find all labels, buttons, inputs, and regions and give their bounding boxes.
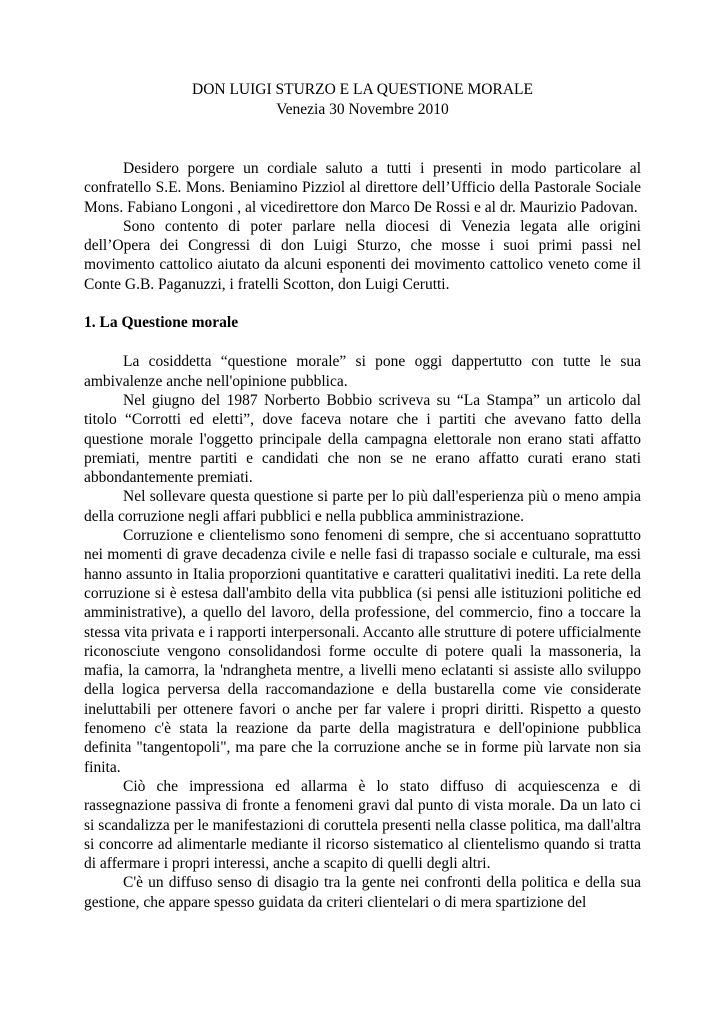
- section-paragraph-2: Nel giugno del 1987 Norberto Bobbio scriveva su “La Stampa” un articolo dal titolo “Corrotti ed eletti”, dove faceva notare che i partiti che avevano fatto della questione morale l'oggetto principale della campagna elettorale non erano stati affatto premiati, mentre partiti e candidati che non se ne erano affatto curati erano stati abbondantemente premiati.: [84, 391, 641, 487]
- section-paragraph-5: Ciò che impressiona ed allarma è lo stato diffuso di acquiescenza e di rassegnazione passiva di fronte a fenomeni gravi dal punto di vista morale. Da un lato ci si scandalizza per le manifestazioni di coruttela presenti nella classe politica, ma dall'altra si concorre ad alimentarle mediante il ricorso sistematico al clientelismo quando si tratta di affermare i propri interessi, anche a scapito di quelli degli altri.: [84, 777, 641, 873]
- section-paragraph-6: C'è un diffuso senso di disagio tra la gente nei confronti della politica e della sua gestione, che appare spesso guidata da criteri clientelari o di mera spartizione del: [84, 874, 641, 911]
- section-paragraph-4: Corruzione e clientelismo sono fenomeni di sempre, che si accentuano soprattutto nei momenti di grave decadenza civile e nelle fasi di trapasso sociale e culturale, ma essi hanno assunto in Italia proporzioni quantitative e caratteri qualitativi inediti. La rete della corruzione si è estesa dall'ambito della vita pubblica (si pensi alle istituzioni politiche ed amministrative), a quello del lavoro, della professione, del commercio, fino a toccare la stessa vita privata e i rapporti interpersonali. Accanto alle strutture di potere ufficialmente riconosciute vengono consolidandosi forme occulte di potere quali la massoneria, la mafia, la camorra, la 'ndrangheta mentre, a livelli meno eclatanti si assiste allo sviluppo della logica perversa della raccomandazione e della bustarella come vie considerate ineluttabili per ottenere favori o anche per far valere i propri diritti. Rispetto a questo fenomeno c'è stata la reazione da parte della magistratura e dell'opinione pubblica definita "tangentopoli", ma pare che la corruzione anche se in forme più larvate non sia finita.: [84, 527, 641, 776]
- section-heading: 1. La Questione morale: [84, 314, 239, 332]
- intro-paragraph-venice: Sono contento di poter parlare nella diocesi di Venezia legata alle origini dell’Opera dei Congressi di don Luigi Sturzo, che mosse i suoi primi passi nel movimento cattolico aiutato da alcuni esponenti dei movimento cattolico veneto come il Conte G.B. Paganuzzi, i fratelli Scotton, don Luigi Cerutti.: [84, 217, 641, 293]
- intro-paragraph-greeting: Desidero porgere un cordiale saluto a tutti i presenti in modo particolare al confratello S.E. Mons. Beniamino Pizziol al direttore dell’Ufficio della Pastorale Sociale Mons. Fabiano Longoni , al vicedirettore don Marco De Rossi e al dr. Maurizio Padovan.: [84, 160, 641, 216]
- document-page: [84, 80, 641, 912]
- section-paragraph-3: Nel sollevare questa questione si parte per lo più dall'esperienza più o meno ampia della corruzione negli affari pubblici e nella pubblica amministrazione.: [84, 488, 641, 525]
- section-paragraph-1: La cosiddetta “questione morale” si pone oggi dappertutto con tutte le sua ambivalenze anche nell'opinione pubblica.: [84, 353, 641, 390]
- document-subtitle: Venezia 30 Novembre 2010: [276, 101, 449, 118]
- document-title: DON LUIGI STURZO E LA QUESTIONE MORALE: [192, 81, 533, 98]
